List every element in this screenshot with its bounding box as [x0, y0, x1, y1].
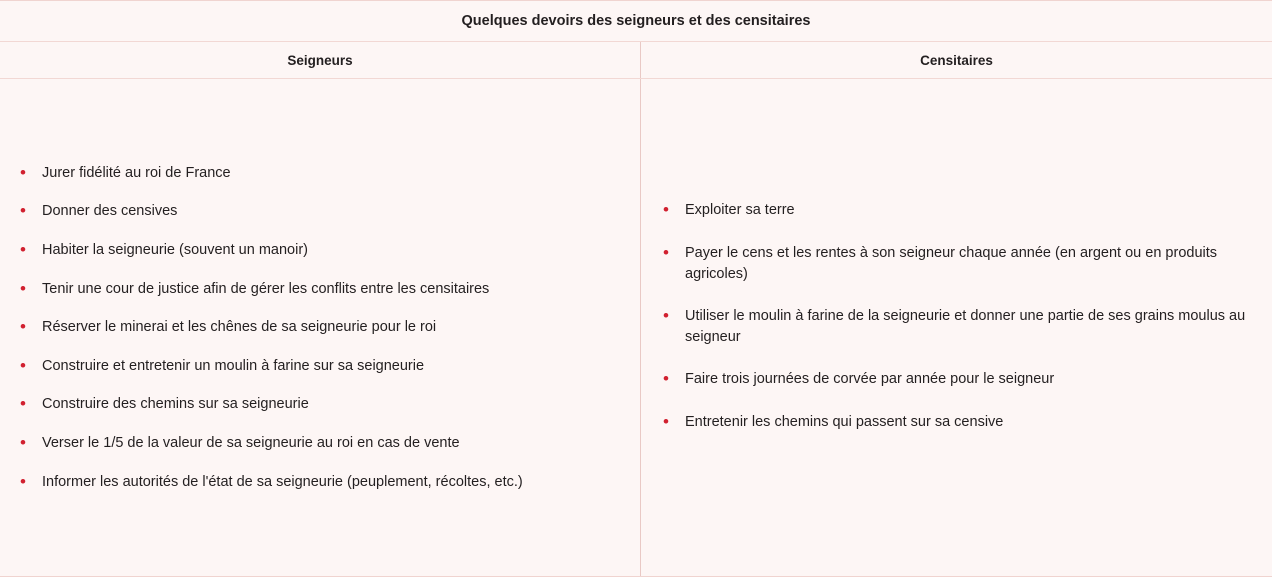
list-item: • Réserver le minerai et les chênes de sa seigneurie pour le roi — [8, 317, 622, 338]
list-item: • Donner des censives — [8, 201, 622, 222]
list-item: • Utiliser le moulin à farine de la seigneurie et donner une partie de ses grains moulus au seigneur — [649, 306, 1254, 347]
table-body-row — [0, 79, 1272, 576]
list-item: • Faire trois journées de corvée par année pour le seigneur — [649, 369, 1254, 390]
cell-censitaires-duties — [641, 79, 1272, 576]
list-item: • Habiter la seigneurie (souvent un manoir) — [8, 240, 622, 261]
seigneurs-duty-list — [8, 163, 622, 492]
cell-seigneurs-duties — [0, 79, 641, 576]
column-header-seigneurs: Seigneurs — [0, 42, 641, 78]
list-item: • Jurer fidélité au roi de France — [8, 163, 622, 184]
list-item: • Payer le cens et les rentes à son seigneur chaque année (en argent ou en produits agricoles) — [649, 243, 1254, 284]
list-item: • Tenir une cour de justice afin de gérer les conflits entre les censitaires — [8, 279, 622, 300]
list-item: • Construire des chemins sur sa seigneurie — [8, 394, 622, 415]
list-item: • Entretenir les chemins qui passent sur sa censive — [649, 412, 1254, 433]
list-item: • Exploiter sa terre — [649, 200, 1254, 221]
censitaires-duty-list — [649, 200, 1254, 454]
list-item: • Verser le 1/5 de la valeur de sa seigneurie au roi en cas de vente — [8, 433, 622, 454]
column-header-censitaires: Censitaires — [920, 52, 993, 68]
table-header-row — [0, 42, 1272, 79]
table-title: Quelques devoirs des seigneurs et des censitaires — [0, 1, 1272, 42]
list-item: • Informer les autorités de l'état de sa seigneurie (peuplement, récoltes, etc.) — [8, 472, 622, 493]
list-item: • Construire et entretenir un moulin à farine sur sa seigneurie — [8, 356, 622, 377]
